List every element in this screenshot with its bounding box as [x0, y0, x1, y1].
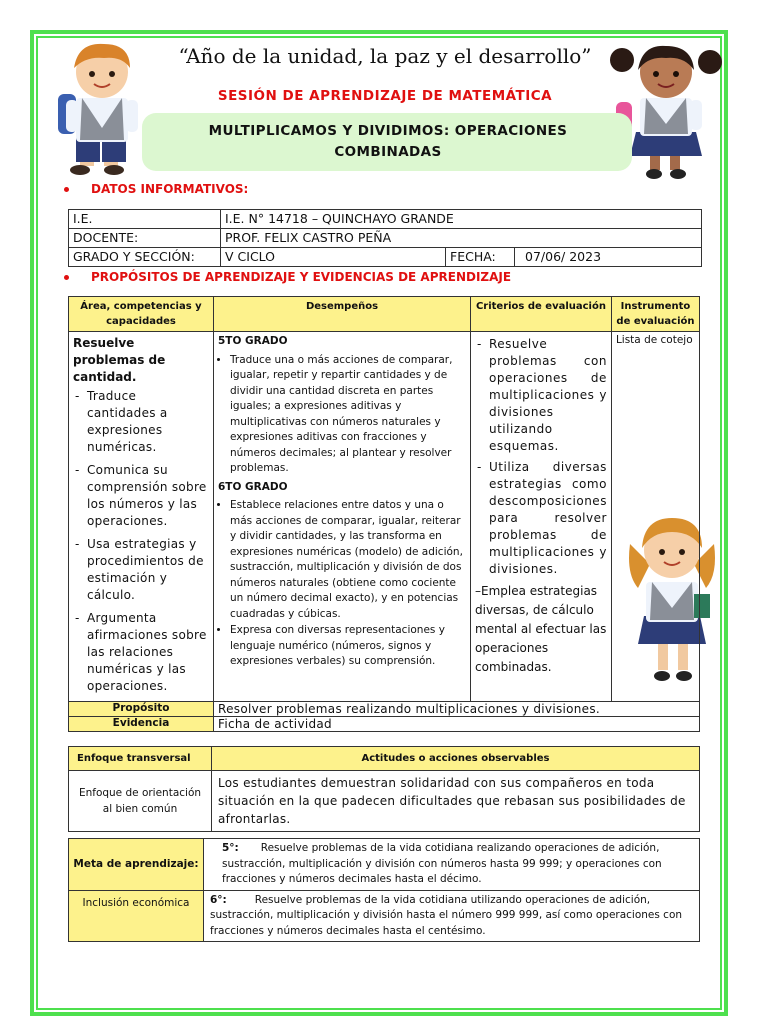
meta-grade6-text: Resuelve problemas de la vida cotidiana utilizando operaciones de adición, sustracción, multiplicación y división hasta el número 999 999, así como operaciones con fracciones y números decimales hasta el centésimo.	[210, 893, 683, 937]
list-item: • Traduce una o más acciones de comparar, igualar, repetir y repartir cantidades y de dividir una cantidad discreta en partes iguales; a expresiones aditivas y multiplicativas con números naturales y expresiones aditivas con fracciones y números decimales; al plantear y resolver problemas.	[230, 353, 466, 477]
lesson-title-line1: MULTIPLICAMOS Y DIVIDIMOS: OPERACIONES	[208, 123, 568, 139]
list-item: - Traduce cantidades a expresiones numéricas.	[87, 388, 209, 456]
criteria-cell	[471, 332, 612, 702]
boy-illustration	[52, 36, 156, 178]
meta-grade5-label: 5°:	[222, 842, 239, 854]
meta-grade5	[204, 839, 700, 891]
list-item: - Usa estrategias y procedimientos de estimación y cálculo.	[87, 536, 209, 604]
list-item: - Resuelve problemas con operaciones de multiplicaciones y divisiones utilizando esquemas.	[489, 336, 607, 455]
list-item: - Utiliza diversas estrategias como descomposiciones para resolver problemas de multiplicaciones y divisiones.	[489, 459, 607, 578]
actitud-value: Los estudiantes demuestran solidaridad con sus compañeros en toda situación en la que padecen dificultades que rebasan sus posibilidades de afrontarlas.	[212, 771, 700, 832]
section-propositos-label: PROPÓSITOS DE APRENDIZAJE Y EVIDENCIAS DE APRENDIZAJE	[91, 270, 512, 284]
criteria-extra: –Emplea estrategias diversas, de cálculo mental al efectuar las operaciones combinadas.	[475, 584, 607, 674]
ie-label: I.E.	[69, 210, 221, 229]
docente-label: DOCENTE:	[69, 229, 221, 248]
proposito-value: Resolver problemas realizando multiplicaciones y divisiones.	[214, 702, 700, 717]
session-title: SESIÓN DE APRENDIZAJE DE MATEMÁTICA	[217, 88, 553, 104]
list-item: - Argumenta afirmaciones sobre las relaciones numéricas y las operaciones.	[87, 610, 209, 695]
capacities-list	[73, 388, 209, 695]
list-item: • Establece relaciones entre datos y una o más acciones de comparar, igualar, reiterar y dividir cantidades, y las transforma en expresiones numéricas (modelo) de adición, sustracción, multiplicación y división de dos números naturales (obtiene como cociente un número decimal exacto), y en potencias cuadradas y cúbicas.	[230, 498, 466, 622]
docente-value: PROF. FELIX CASTRO PEÑA	[221, 229, 702, 248]
ie-value: I.E. N° 14718 – QUINCHAYO GRANDE	[221, 210, 702, 229]
list-item: - Comunica su comprensión sobre los números y las operaciones.	[87, 462, 209, 530]
bullet-icon	[64, 275, 69, 280]
meta-table	[68, 838, 700, 942]
meta-label: Meta de aprendizaje:	[69, 839, 204, 891]
section-datos	[64, 182, 248, 196]
grade6-list	[218, 498, 466, 670]
competence-title: Resuelve problemas de cantidad.	[73, 336, 166, 384]
meta-grade5-text: Resuelve problemas de la vida cotidiana realizando operaciones de adición, sustracción, multiplicación y división con números hasta 99 999; y operaciones con fracciones y números decimales hasta el décimo.	[222, 842, 662, 885]
info-table	[68, 209, 702, 267]
meta-grade6	[204, 890, 700, 942]
evidencia-label: Evidencia	[69, 717, 214, 732]
purposes-table	[68, 296, 700, 732]
header-instrumento: Instrumento de evaluación	[611, 297, 699, 332]
fecha-value: 07/06/ 2023	[515, 248, 702, 267]
meta-grade6-label: 6°:	[210, 893, 227, 906]
list-item: • Expresa con diversas representaciones y lenguaje numérico (números, signos y expresiones verbales) su comprensión.	[230, 623, 466, 670]
proposito-label: Propósito	[69, 702, 214, 717]
header-area: Área, competencias y capacidades	[69, 297, 214, 332]
evidencia-value: Ficha de actividad	[214, 717, 700, 732]
header-desempenos: Desempeños	[214, 297, 471, 332]
transversal-table	[68, 746, 700, 832]
lesson-title-line2: COMBINADAS	[334, 144, 442, 160]
competence-cell	[69, 332, 214, 702]
header-enfoque: Enfoque transversal	[69, 747, 212, 771]
enfoque-value: Enfoque de orientación al bien común	[69, 771, 212, 832]
grade5-list	[218, 353, 466, 477]
header-actitudes: Actitudes o acciones observables	[212, 747, 700, 771]
header-criterios: Criterios de evaluación	[471, 297, 612, 332]
instrument-cell: Lista de cotejo	[611, 332, 699, 702]
grade6-title: 6TO GRADO	[218, 480, 288, 493]
bullet-icon	[64, 187, 69, 192]
criteria-list	[475, 336, 607, 578]
performance-cell	[214, 332, 471, 702]
inclusion-label: Inclusión económica	[69, 890, 204, 942]
grade5-title: 5TO GRADO	[218, 335, 288, 347]
section-datos-label: DATOS INFORMATIVOS:	[91, 182, 249, 196]
grado-label: GRADO Y SECCIÓN:	[69, 248, 221, 267]
fecha-label: FECHA:	[446, 248, 515, 267]
grado-value: V CICLO	[221, 248, 446, 267]
section-propositos	[64, 270, 511, 284]
lesson-title	[150, 121, 626, 163]
year-motto: “Año de la unidad, la paz y el desarrollo”	[178, 44, 592, 68]
